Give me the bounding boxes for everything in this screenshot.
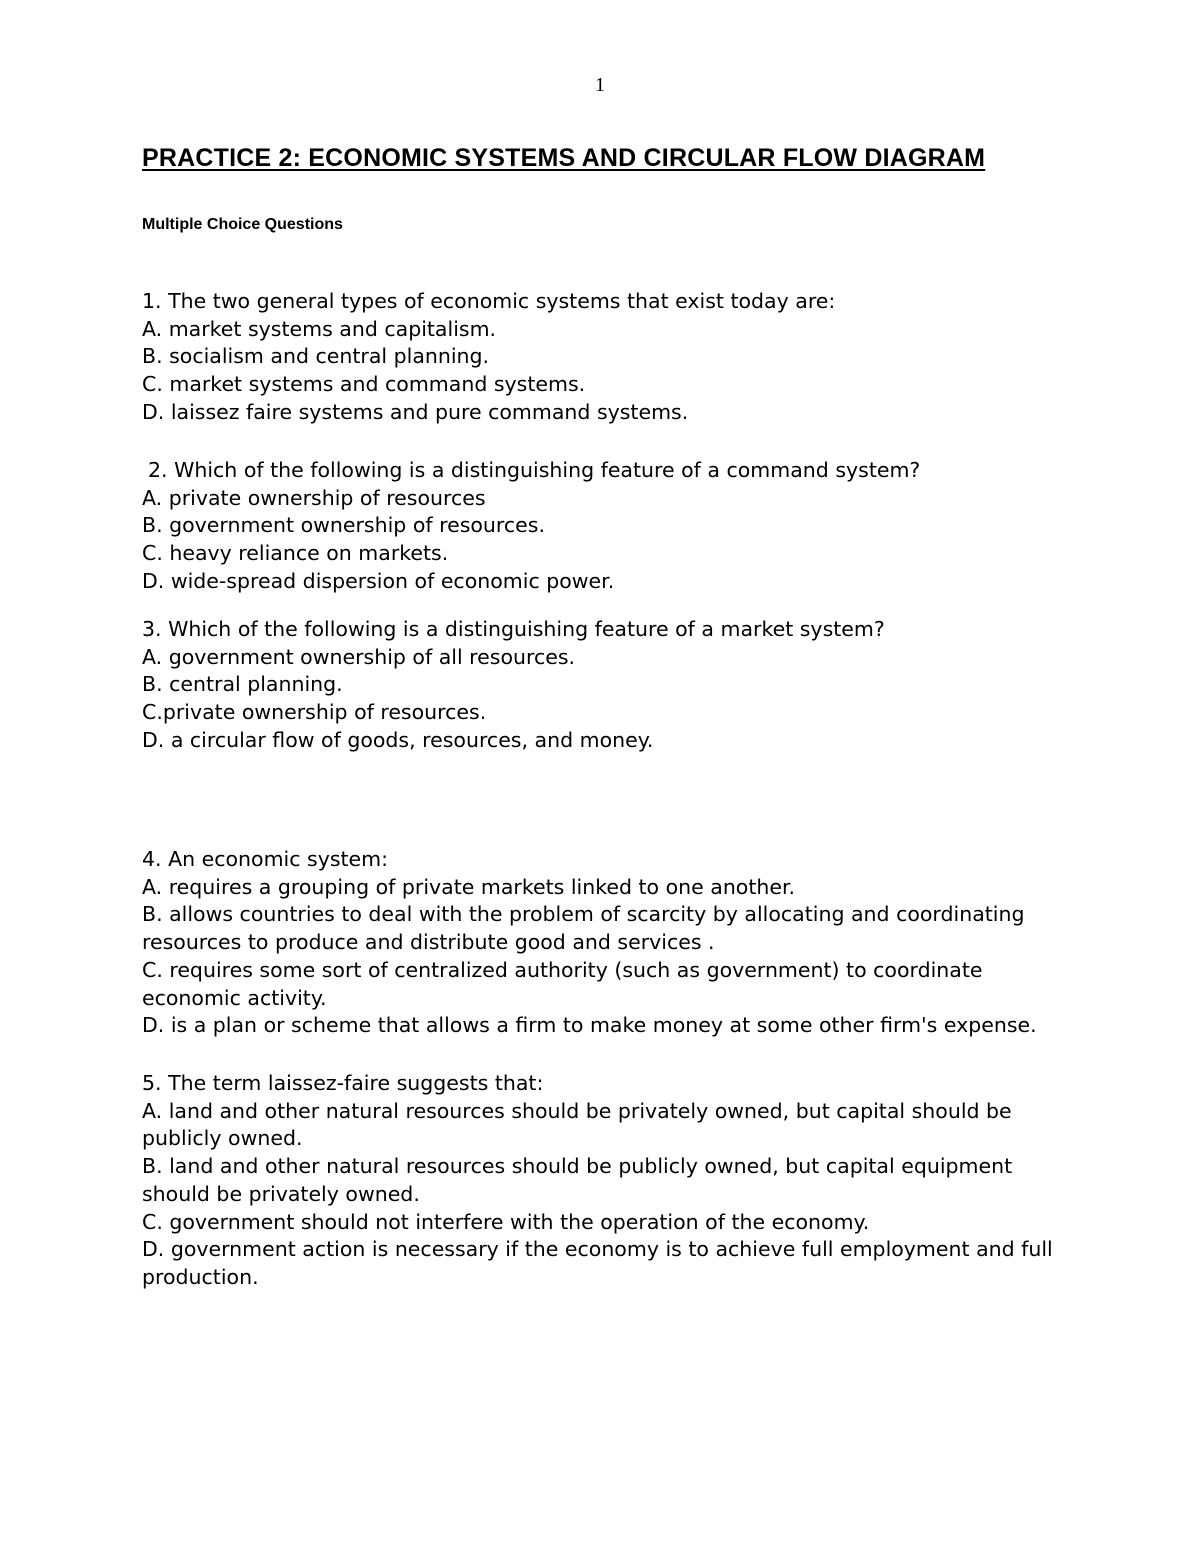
question-2 (142, 457, 1072, 596)
answer-option-c: C.private ownership of resources. (142, 700, 487, 725)
question-stem: 2. Which of the following is a distinguishing feature of a command system? (148, 458, 921, 482)
answer-option-d: D. wide-spread dispersion of economic power. (142, 568, 615, 593)
question-stem: 1. The two general types of economic systems that exist today are: (142, 289, 836, 313)
answer-option-b: B. central planning. (142, 672, 343, 697)
answer-option-c: C. heavy reliance on markets. (142, 541, 449, 566)
question-5 (142, 1070, 1072, 1292)
answer-option-a: A. government ownership of all resources. (142, 644, 576, 669)
section-heading: Multiple Choice Questions (142, 216, 343, 233)
answer-option-a: A. requires a grouping of private markets linked to one another. (142, 874, 796, 899)
question-3 (142, 616, 1072, 755)
question-1 (142, 288, 1072, 427)
answer-option-c: C. market systems and command systems. (142, 372, 586, 397)
answer-option-d: D. government action is necessary if the economy is to achieve full employment and full production. (142, 1237, 1053, 1289)
answer-option-d: D. laissez faire systems and pure command systems. (142, 399, 689, 424)
question-stem: 3. Which of the following is a distinguishing feature of a market system? (142, 617, 885, 641)
answer-option-b: B. government ownership of resources. (142, 513, 545, 538)
answer-option-b: B. socialism and central planning. (142, 344, 490, 369)
answer-option-d: D. is a plan or scheme that allows a firm to make money at some other firm's expense. (142, 1013, 1037, 1038)
question-stem: 4. An economic system: (142, 847, 389, 871)
answer-option-b: B. land and other natural resources should be publicly owned, but capital equipment should be privately owned. (142, 1154, 1013, 1206)
answer-option-a: A. market systems and capitalism. (142, 316, 497, 341)
answer-option-c: C. requires some sort of centralized authority (such as government) to coordinate economic activity. (142, 957, 983, 1010)
answer-option-c: C. government should not interfere with the operation of the economy. (142, 1209, 870, 1234)
question-4 (142, 846, 1072, 1040)
document-title: PRACTICE 2: ECONOMIC SYSTEMS AND CIRCULAR FLOW DIAGRAM (142, 144, 986, 172)
question-stem: 5. The term laissez-faire suggests that: (142, 1071, 544, 1095)
answer-option-b: B. allows countries to deal with the problem of scarcity by allocating and coordinating resources to produce and distribute good and services . (142, 902, 1025, 955)
answer-option-d: D. a circular flow of goods, resources, and money. (142, 727, 654, 752)
answer-option-a: A. private ownership of resources (142, 485, 486, 510)
page-number: 1 (595, 74, 605, 96)
answer-option-a: A. land and other natural resources should be privately owned, but capital should be publicly owned. (142, 1098, 1012, 1151)
